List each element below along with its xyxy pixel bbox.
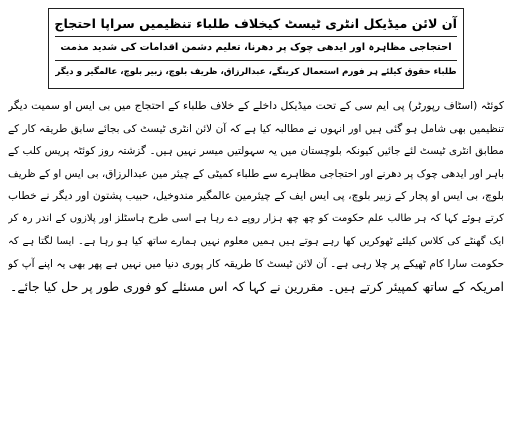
body-line: مطابق انٹری ٹیسٹ لئے جائیں کیونکہ بلوچستان میں یہ سہولتیں میسر نہیں ہیں۔ گزشتہ روز کوئٹہ پریس کلب کے (8, 145, 504, 158)
body-line: کرتے ہوئے کہا کہ ہر طالب علم حکومت کو چھ چھ ہزار روپے دے رہا ہے اسی طرح ہاسٹلز اور پلازوں کے اندر رہ کر (8, 212, 504, 224)
body-line: کوئٹہ (اسٹاف رپورٹر) پی ایم سی کے تحت میڈیکل داخلے کے خلاف طلباء کے احتجاج میں بی ایس او سمیت دیگر (8, 99, 504, 112)
main-headline: آن لائن میڈیکل انٹری ٹیسٹ کیخلاف طلباء تنظیمیں سراپا احتجاج (55, 13, 457, 37)
sub-headline: احتجاجی مظاہرہ اور ایدھی چوک پر دھرنا، تعلیم دشمن اقدامات کی شدید مذمت (55, 37, 457, 61)
body-line: حکومت سارا کام ٹھیکے پر چلا رہی ہے۔ آن لائن ٹیسٹ کا طریقہ کار پوری دنیا میں نہیں ہے پھر بھی یہ اپنے آپ کو (8, 258, 504, 271)
body-line: ایک گھنٹے کی کلاس کیلئے ٹھوکریں کھا رہے ہوتے ہیں ہمیں معلوم نہیں ہمارے ساتھ کیا ہو رہا ہے۔ ایسا لگتا ہے کہ (8, 235, 504, 247)
body-line: باہر اور ایدھی چوک پر دھرنے اور احتجاجی مظاہرے سے طلباء کمیٹی کے چیئر مین عبدالرزاق، بی ایس او کے ظریف (8, 167, 504, 180)
body-line: امریکہ کے ساتھ کمپیئر کرتے ہیں۔ مقررین نے کہا کہ اس مسئلے کو فوری طور پر حل کیا جائے۔ (10, 278, 504, 294)
headline-box (48, 8, 464, 89)
body-line: بلوچ، بی ایس او پجار کے زبیر بلوچ، پی ایس ایف کے چیئرمین عالمگیر مندوخیل، حبیب پشتون اور دیگر نے خطاب (8, 189, 504, 203)
body-line: تنظیمیں بھی شامل ہو گئی ہیں اور انہوں نے مطالبہ کیا ہے کہ آن لائن انٹری ٹیسٹ کی بجائے سابق طریقہ کار کے (8, 122, 504, 135)
article-body (8, 95, 504, 298)
sub-headline-speakers: طلباء حقوق کیلئے ہر فورم استعمال کرینگے، عبدالرزاق، ظریف بلوچ، زبیر بلوچ، عالمگیر و دیگر (55, 67, 457, 77)
